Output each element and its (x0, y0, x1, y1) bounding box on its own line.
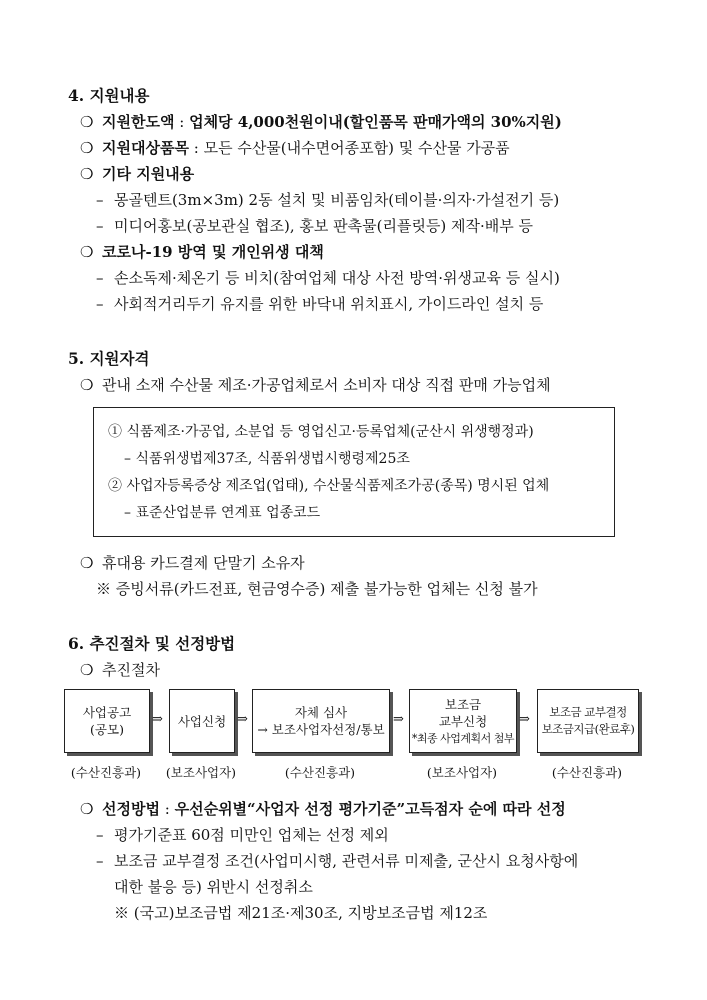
flow-step-payment (537, 689, 639, 753)
support-target-row (80, 138, 510, 158)
eligibility-box (93, 407, 615, 537)
colon: : (164, 800, 170, 818)
flow-step-text: 보조금 교부결정 (549, 705, 627, 719)
flow-step-announcement (64, 689, 150, 753)
covid-item (96, 294, 543, 314)
support-target-value: 모든 수산물(내수면어종포함) 및 수산물 가공품 (203, 139, 510, 157)
etc-support-item (96, 216, 533, 236)
circle-bullet-icon: ❍ (80, 113, 94, 131)
covid-text: 손소독제·체온기 등 비치(참여업체 대상 사전 방역·위생교육 등 실시) (114, 269, 560, 287)
eligibility-row (80, 375, 551, 395)
support-limit-value: 업체당 4,000천원이내(할인품목 판매가액의 30%지원) (189, 113, 562, 131)
covid-row (80, 242, 324, 262)
colon: : (179, 113, 185, 131)
colon: : (193, 139, 199, 157)
flow-step-application (169, 689, 235, 753)
flow-step-note: *최종 사업계획서 첨부 (411, 731, 515, 745)
selection-method-label: 선정방법 (102, 800, 160, 818)
selection-text: 평가기준표 60점 미만인 업체는 선정 제외 (114, 826, 389, 844)
dash-bullet: – (96, 269, 104, 287)
covid-text: 사회적거리두기 유지를 위한 바닥내 위치표시, 가이드라인 설치 등 (114, 295, 544, 313)
flow-step-text: 사업공고 (82, 705, 132, 720)
selection-text: 보조금 교부결정 조건(사업미시행, 관련서류 미제출, 군산시 요청사항에 (114, 852, 579, 870)
selection-method-row (80, 799, 566, 819)
flow-step-review (252, 689, 390, 753)
flow-step-text: 사업신청 (177, 713, 227, 729)
evidence-note: ※ 증빙서류(카드전표, 현금영수증) 제출 불가능한 업체는 신청 불가 (96, 580, 538, 598)
card-terminal-row (80, 553, 305, 573)
card-terminal-text: 휴대용 카드결제 단말기 소유자 (102, 554, 305, 572)
eligibility-box-line: – 식품위생법제37조, 식품위생법시행령제25조 (124, 451, 410, 467)
support-limit-row (80, 112, 562, 132)
support-target-label: 지원대상품목 (102, 139, 189, 157)
flow-step-text: 보조금지급(완료후) (541, 722, 635, 736)
eligibility-text: 관내 소재 수산물 제조·가공업체로서 소비자 대상 직접 판매 가능업체 (102, 376, 551, 394)
circle-bullet-icon: ❍ (80, 165, 94, 183)
flow-step-text: → 보조사업자선정/통보 (257, 722, 385, 737)
flow-step-text: (공모) (90, 722, 124, 737)
eligibility-box-line: ① 식품제조·가공업, 소분업 등 영업신고·등록업체(군산시 위생행정과) (108, 424, 534, 440)
selection-item-continued: 대한 불응 등) 위반시 선정취소 (114, 878, 313, 896)
circle-bullet-icon: ❍ (80, 554, 94, 572)
flow-arrow-icon: ⇒ (152, 712, 163, 727)
dash-bullet: – (96, 826, 104, 844)
circle-bullet-icon: ❍ (80, 243, 94, 261)
covid-item (96, 268, 560, 288)
flow-step-subsidy-request (409, 689, 517, 753)
eligibility-box-line: – 표준산업분류 연계표 업종코드 (124, 505, 321, 521)
flow-arrow-icon: ⇒ (393, 712, 404, 727)
etc-support-text: 미디어홍보(공보관실 협조), 홍보 판촉물(리플릿등) 제작·배부 등 (114, 217, 534, 235)
flow-step-text: 교부신청 (438, 713, 488, 729)
covid-label: 코로나-19 방역 및 개인위생 대책 (102, 243, 324, 261)
dash-bullet: – (96, 295, 104, 313)
etc-support-item (96, 190, 559, 210)
section-4-title: 4. 지원내용 (68, 86, 150, 105)
procedure-sub-title: 추진절차 (102, 661, 160, 679)
flow-arrow-icon: ⇒ (519, 712, 530, 727)
dash-bullet: – (96, 217, 104, 235)
section-6-title: 6. 추진절차 및 선정방법 (68, 634, 236, 653)
selection-item (96, 851, 578, 871)
eligibility-box-line: ② 사업자등록증상 제조업(업태), 수산물식품제조가공(종목) 명시된 업체 (108, 478, 550, 494)
etc-support-text: 몽골텐트(3m×3m) 2동 설치 및 비품임차(테이블·의자·가설전기 등) (114, 191, 560, 209)
selection-item (96, 825, 389, 845)
dash-bullet: – (96, 852, 104, 870)
flow-step-text: 보조금 (444, 696, 482, 712)
circle-bullet-icon: ❍ (80, 800, 94, 818)
flow-owner-label: (수산진흥과) (70, 765, 142, 780)
flow-owner-label: (수산진흥과) (551, 765, 623, 780)
etc-support-label: 기타 지원내용 (102, 165, 195, 183)
dash-bullet: – (96, 191, 104, 209)
support-limit-label: 지원한도액 (102, 113, 175, 131)
flow-owner-label: (수산진흥과) (284, 765, 356, 780)
subsidy-law-note: ※ (국고)보조금법 제21조·제30조, 지방보조금법 제12조 (114, 904, 488, 922)
circle-bullet-icon: ❍ (80, 139, 94, 157)
flow-step-text: 자체 심사 (294, 705, 348, 720)
section-5-title: 5. 지원자격 (68, 349, 150, 368)
flow-owner-label: (보조사업자) (426, 765, 498, 780)
etc-support-row (80, 164, 194, 184)
circle-bullet-icon: ❍ (80, 376, 94, 394)
selection-method-value: 우선순위별“사업자 선정 평가기준”고득점자 순에 따라 선정 (174, 800, 566, 818)
flow-arrow-icon: ⇒ (237, 712, 248, 727)
circle-bullet-icon: ❍ (80, 661, 94, 679)
procedure-sub-row (80, 660, 160, 680)
flow-owner-label: (보조사업자) (165, 765, 237, 780)
